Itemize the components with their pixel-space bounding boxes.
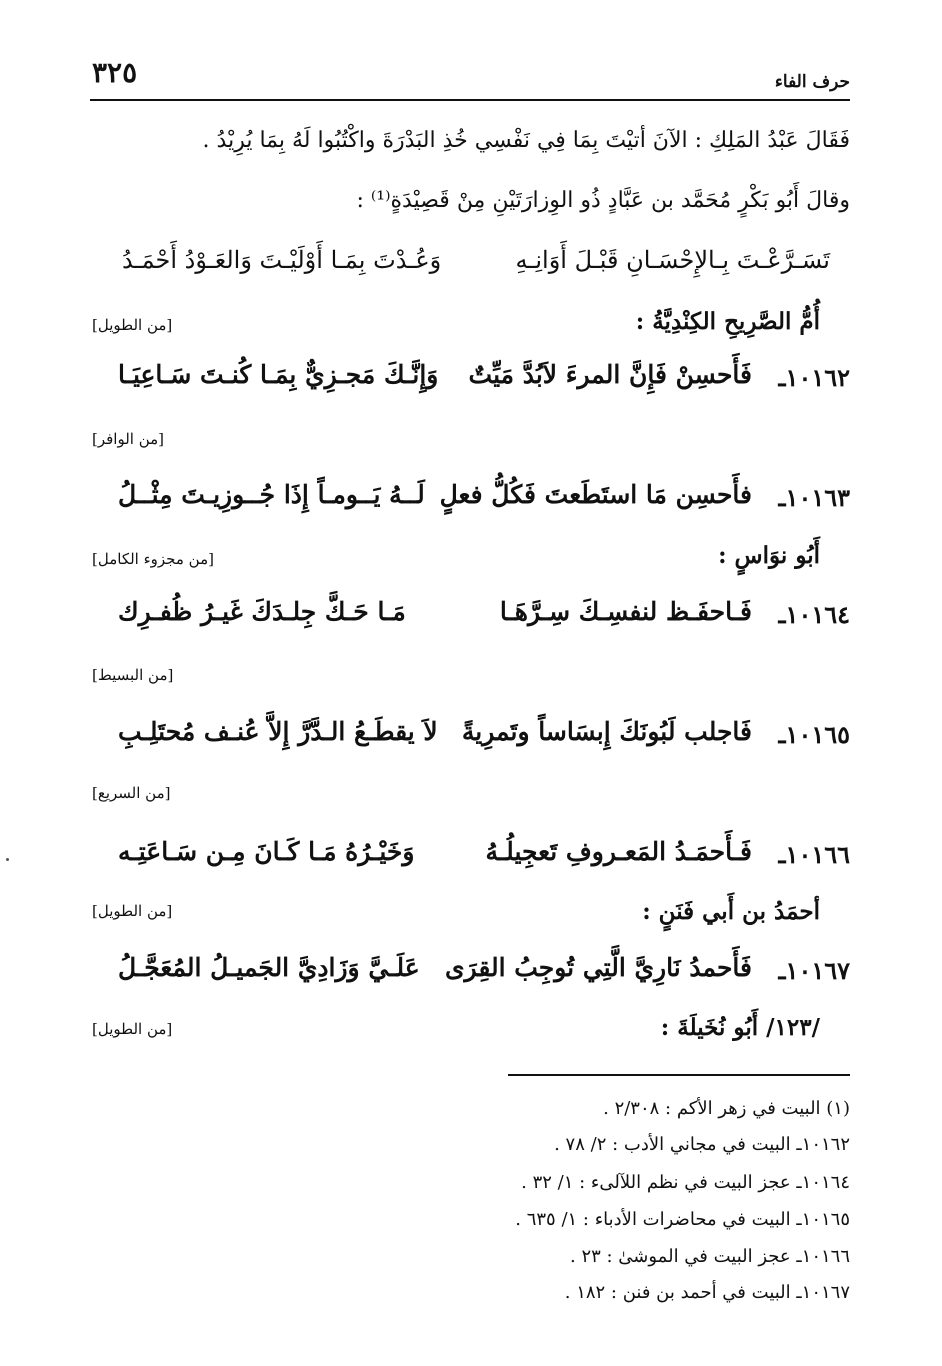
footnote: ١٠١٦٥ـ البيت في محاضرات الأدباء : ١/ ٦٣٥ .	[515, 1209, 850, 1230]
verse-right-hemistich: فَـاحفَـظ لنفسِـكَ سِـرَّهَـا	[499, 597, 752, 626]
poet-name: أُمُّ الصَّرِيحِ الكِنْدِيَّةُ :	[635, 308, 820, 335]
last-poet-line	[661, 1014, 820, 1041]
meter-label: [من البسيط]	[92, 666, 174, 684]
verse-number: ١٠١٦٢ـ	[778, 363, 850, 392]
verse-number: ١٠١٦٤ـ	[778, 600, 850, 629]
verse-left-hemistich: وَإِنَّـكَ مَجـزِيٌّ بِمَـا كُنـتَ سَـاعِيَـا	[118, 360, 439, 389]
intro-verse-right-hemistich: تَسَـرَّعْـتَ بِـالإِحْسَـانِ قَبْـلَ أَوَانِـهِ	[515, 246, 830, 274]
poet-name: أَبُو نُخَيلَةَ :	[660, 1014, 759, 1041]
meter-label: [من السريع]	[92, 784, 171, 802]
page-number: ٣٢٥	[92, 56, 138, 89]
verse-number: ١٠١٦٧ـ	[778, 956, 850, 985]
verse-right-hemistich: فَأَحسِنْ فَإِنَّ المرءَ لاَبُدَّ مَيِّتٌ	[468, 360, 752, 389]
meter-label: [من الوافر]	[92, 430, 165, 448]
footnote: ١٠١٦٦ـ عجز البيت في الموشىٰ : ٢٣ .	[569, 1246, 850, 1267]
verse-right-hemistich: فَاجلب لَبُونَكَ إِبسَاساً وتَمرِيةً	[461, 717, 752, 746]
footnote-rule	[508, 1074, 850, 1076]
meter-label: [من الطويل]	[92, 902, 173, 920]
verse-left-hemistich: وَخَيْـرُهُ مَـا كَـانَ مِـن سَـاعَتِـه	[118, 837, 415, 866]
poet-name: أَبُو نوَاسٍ :	[718, 542, 820, 569]
footnote: (١) البيت في زهر الأكم : ٢/٣٠٨ .	[603, 1098, 850, 1119]
verse-left-hemistich: لاَ يقطَـعُ الـدَّرَّ إِلاَّ عُنـف مُحتَلِـبِ	[118, 717, 438, 746]
intro-verse-left-hemistich: وَعُـدْتَ بِمَـا أَوْلَيْـتَ وَالعَـوْدُ أَحْمَـدُ	[122, 246, 442, 274]
footnote: ١٠١٦٧ـ البيت في أحمد بن فنن : ١٨٢ .	[564, 1282, 850, 1303]
prose-line-2: وقالَ أَبُو بَكْرٍ مُحَمَّد بن عَبَّادٍ ذُو الوِزارَتَيْنِ مِنْ قَصِيْدَةٍ⁽¹⁾ :	[356, 188, 850, 213]
verse-left-hemistich: عَلَـيَّ وَزَادِيَّ الجَميـلُ المُعَجَّـلُ	[118, 953, 420, 982]
footnote: ١٠١٦٤ـ عجز البيت في نظم اللآلىء : ١/ ٣٢ .	[521, 1172, 850, 1193]
header-rule	[90, 99, 850, 101]
verse-left-hemistich: مَـا حَـكَّ جِلـدَكَ غَيـرُ ظُفـرِك	[118, 597, 406, 626]
verse-right-hemistich: فَـأَحمَـدُ المَعـروفِ تَعجِيلُـهُ	[485, 837, 752, 866]
verse-number: ١٠١٦٣ـ	[778, 483, 850, 512]
folio-marker: /١٢٣/	[766, 1014, 820, 1041]
scan-speck	[6, 858, 9, 861]
meter-label: [من مجزوء الكامل]	[92, 550, 214, 568]
meter-label: [من الطويل]	[92, 316, 173, 334]
footnote: ١٠١٦٢ـ البيت في مجاني الأدب : ٢/ ٧٨ .	[554, 1134, 850, 1155]
meter-label: [من الطويل]	[92, 1020, 173, 1038]
verse-number: ١٠١٦٦ـ	[778, 840, 850, 869]
verse-right-hemistich: فَأَحمدُ نَارِيَّ الَّتِي تُوجِبُ القِرَى	[444, 953, 752, 982]
poet-name: أحمَدُ بن أَبي فَنَنٍ :	[642, 898, 820, 925]
prose-line-1: فَقَالَ عَبْدُ المَلِكِ : الآنَ أتيْتَ بِمَا فِي نَفْسِي خُذِ البَدْرَةَ واكْتُبُوا لَهُ بِمَا يُرِيْدُ .	[202, 128, 850, 153]
verse-left-hemistich: لَــهُ يَــومـاً إِذَا جُــوزِيـتَ مِثْــلُ	[118, 480, 425, 509]
verse-number: ١٠١٦٥ـ	[778, 720, 850, 749]
verse-right-hemistich: فأَحسِن مَا استَطَعتَ فَكُلُّ فعلٍ	[439, 480, 752, 509]
chapter-title: حرف الفاء	[774, 72, 850, 92]
